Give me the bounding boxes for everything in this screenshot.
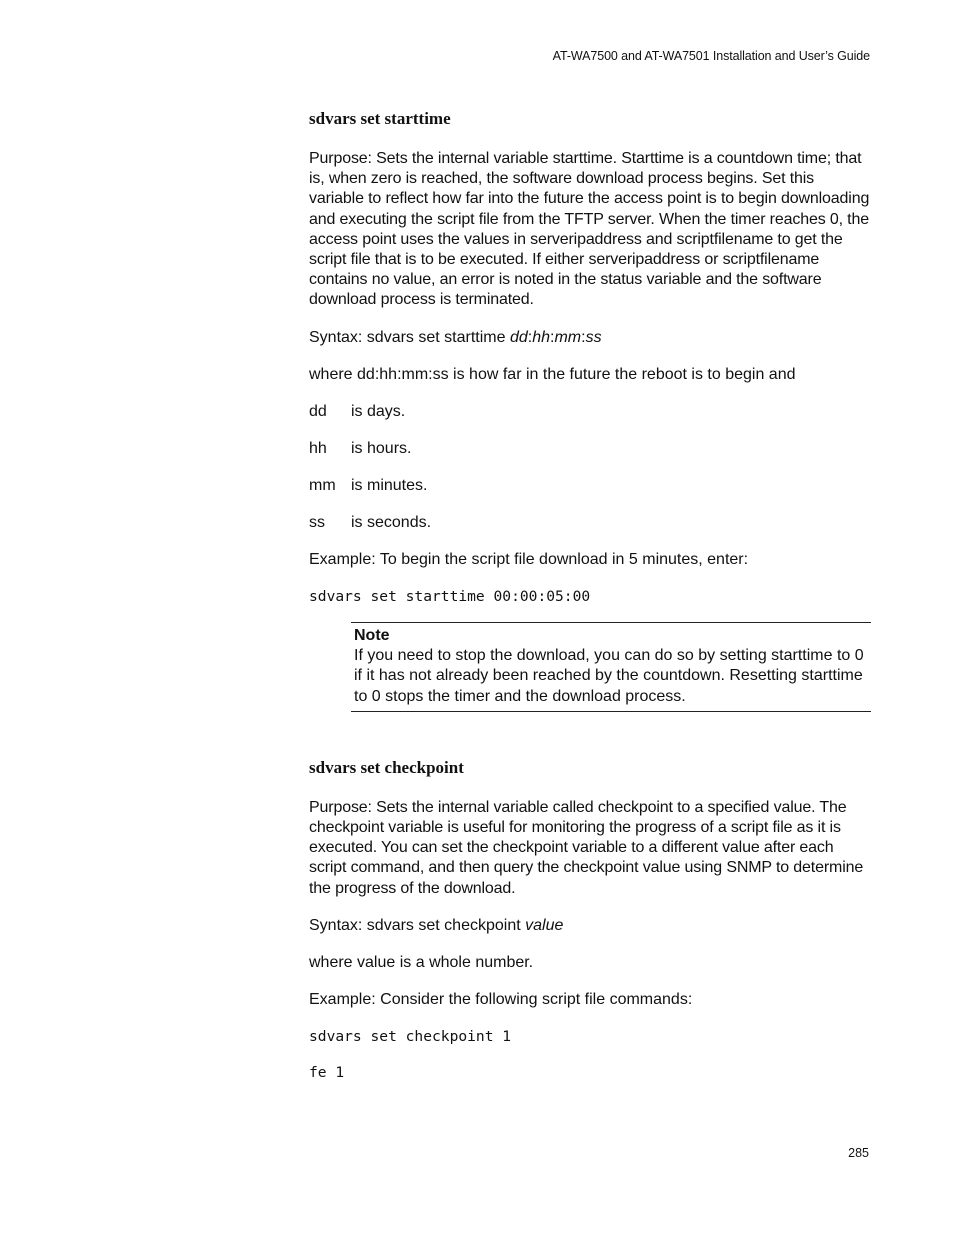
section-title-checkpoint: sdvars set checkpoint [309,757,464,777]
code-line: sdvars set checkpoint 1 [309,1028,512,1046]
where-line-checkpoint: where value is a whole number. [309,954,534,972]
purpose-paragraph-checkpoint: Purpose: Sets the internal variable called checkpoint to a specified value. The checkpoint variable is useful for monitoring the progress of a script file as it is executed. You can set the checkpoint variable to a different value after each script command, and then query the checkpoint value using SNMP to determine the progress of the download. [309,798,864,897]
syntax-arg-dd: dd [509,328,528,346]
term: mm [309,477,336,495]
syntax-prefix: Syntax: sdvars set starttime [309,328,510,346]
note-body: If you need to stop the download, you can do so by setting starttime to 0 if it has not already been reached by the countdown. Resetting starttime to 0 stops the timer and the download process. [354,647,864,705]
term-list [309,402,871,533]
term-row [309,513,871,533]
syntax-arg-value: value [525,916,564,934]
syntax-line-starttime [309,328,871,348]
term-definition: is seconds. [351,514,432,532]
term: hh [309,440,327,458]
page-number: 285 [848,1146,869,1160]
code-example-starttime: sdvars set starttime 00:00:05:00 [309,588,591,606]
example-line-checkpoint: Example: Consider the following script file commands: [309,991,693,1009]
note-box [351,622,871,712]
syntax-arg-ss: ss [585,328,602,346]
syntax-sep: : [581,328,586,346]
syntax-sep: : [527,328,533,346]
note-title: Note [354,627,390,645]
section-title-starttime: sdvars set starttime [309,109,451,128]
term-definition: is days. [351,403,406,421]
example-line-starttime: Example: To begin the script file download in 5 minutes, enter: [309,551,749,569]
running-header: AT-WA7500 and AT-WA7501 Installation and User’s Guide [552,49,870,63]
term-row [309,439,871,459]
syntax-arg-mm: mm [554,328,582,346]
term: ss [309,514,325,532]
term: dd [309,403,327,421]
syntax-sep: : [550,328,555,346]
term-definition: is minutes. [351,477,428,495]
page-content [309,108,871,1083]
term-definition: is hours. [351,440,412,458]
syntax-arg-hh: hh [532,328,550,346]
code-line: fe 1 [309,1064,345,1082]
syntax-prefix: Syntax: sdvars set checkpoint [309,916,526,934]
term-row [309,402,871,422]
syntax-line-checkpoint [309,916,871,936]
where-line-starttime: where dd:hh:mm:ss is how far in the future the reboot is to begin and [309,365,796,383]
purpose-paragraph-starttime: Purpose: Sets the internal variable starttime. Starttime is a countdown time; that is, when zero is reached, the software download process begins. Set this variable to reflect how far into the future the access point is to begin downloading and executing the script file from the TFTP server. When the timer reaches 0, the access point uses the values in serveripaddress and scriptfilename to get the script file that is to be executed. If either serveripaddress or scriptfilename contains no value, an error is noted in the status variable and the software download process is terminated. [309,150,870,309]
term-row [309,476,871,496]
